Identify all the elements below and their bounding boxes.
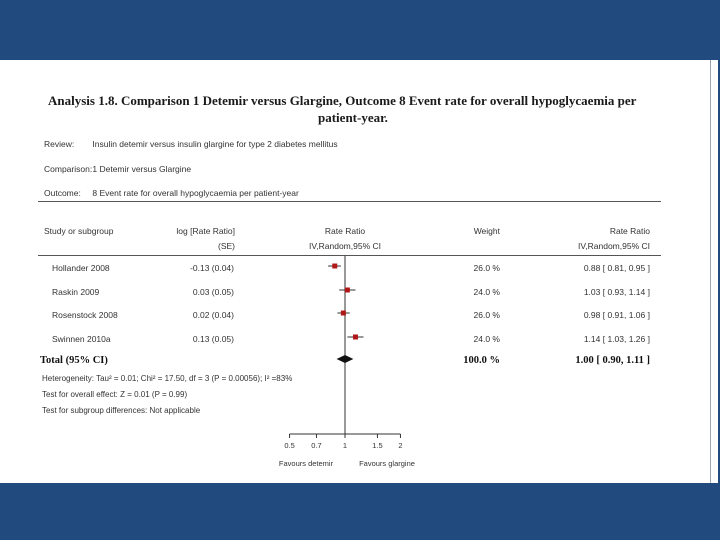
study-point-4 [353,335,358,340]
favours-left-label: Favours detemir [278,459,334,468]
review-label: Review: [44,139,75,149]
study-ci-2: 1.03 [ 0.93, 1.14 ] [583,287,650,297]
header-rate-ratio-2: Rate Ratio [609,226,650,236]
study-logse-4: 0.13 (0.05) [192,334,234,344]
subgroup-text: Test for subgroup differences: Not applicable [42,406,201,415]
study-logse-1: -0.13 (0.04) [190,263,234,273]
study-name-2: Raskin 2009 [52,287,100,297]
outcome-value: 8 Event rate for overall hypoglycaemia per patient-year [92,188,299,198]
study-name-4: Swinnen 2010a [52,334,111,344]
study-logse-2: 0.03 (0.05) [192,287,234,297]
study-weight-3: 26.0 % [473,310,500,320]
heterogeneity-text: Heterogeneity: Tau² = 0.01; Chi² = 17.50, df = 3 (P = 0.00056); I² =83% [42,374,293,383]
study-point-1 [332,264,337,269]
x-tick-label-4: 1.5 [372,441,383,450]
study-weight-2: 24.0 % [473,287,500,297]
study-ci-3: 0.98 [ 0.91, 1.06 ] [583,310,650,320]
total-label: Total (95% CI) [40,355,108,366]
total-ci: 1.00 [ 0.90, 1.11 ] [575,355,650,366]
x-tick-label-1: 0.5 [284,441,295,450]
favours-right-label: Favours glargine [359,459,415,468]
study-weight-4: 24.0 % [473,334,500,344]
header-se: (SE) [218,241,235,251]
total-diamond [337,355,354,363]
analysis-title-line2: patient-year. [318,110,388,125]
review-value: Insulin detemir versus insulin glargine for type 2 diabetes mellitus [92,139,338,149]
header-rr-method: IV,Random,95% CI [309,241,381,251]
overall-effect-text: Test for overall effect: Z = 0.01 (P = 0.99) [42,390,188,399]
header-rr-method-2: IV,Random,95% CI [578,241,650,251]
study-name-1: Hollander 2008 [52,263,110,273]
x-tick-label-2: 0.7 [311,441,322,450]
analysis-title-line1: Analysis 1.8. Comparison 1 Detemir versus Glargine, Outcome 8 Event rate for overall hypoglycaemia per [48,93,637,108]
study-weight-1: 26.0 % [473,263,500,273]
x-tick-label-3: 1 [342,441,348,450]
study-ci-4: 1.14 [ 1.03, 1.26 ] [583,334,650,344]
header-log-rr: log [Rate Ratio] [176,226,235,236]
comparison-value: 1 Detemir versus Glargine [92,164,192,174]
study-logse-3: 0.02 (0.04) [192,310,234,320]
study-ci-1: 0.88 [ 0.81, 0.95 ] [583,263,650,273]
header-weight: Weight [473,226,500,236]
x-tick-label-5: 2 [398,441,403,450]
study-name-3: Rosenstock 2008 [52,310,118,320]
header-study: Study or subgroup [44,226,114,236]
study-point-3 [341,311,346,316]
total-weight: 100.0 % [463,355,500,366]
study-point-2 [345,288,350,293]
comparison-label: Comparison: [44,164,93,174]
header-rate-ratio: Rate Ratio [324,226,366,236]
outcome-label: Outcome: [44,188,81,198]
